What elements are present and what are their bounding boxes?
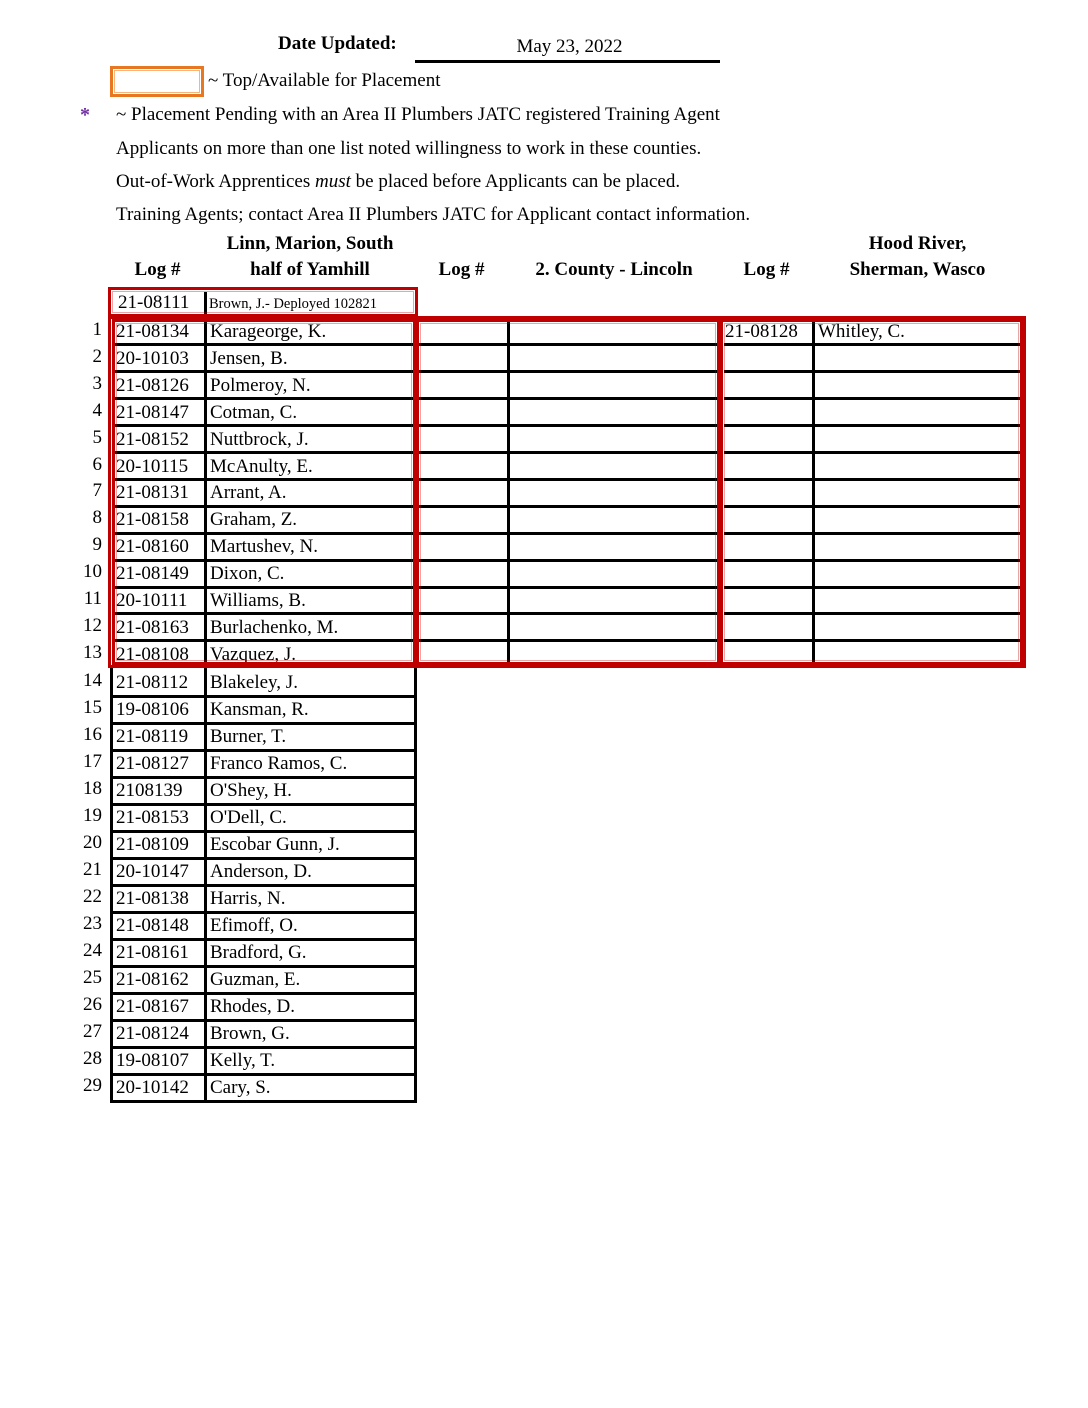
legend-pending: ~ Placement Pending with an Area II Plumbers JATC registered Training Agent — [116, 104, 720, 125]
name-cell: Karageorge, K. — [210, 321, 327, 342]
hood-river-log-cell: 21-08128 — [725, 321, 798, 342]
col-header-county-1-line1: Linn, Marion, South — [226, 233, 394, 254]
row-number: 3 — [92, 372, 102, 394]
row-number: 27 — [83, 1021, 102, 1042]
log-number-cell: 19-08107 — [116, 1050, 189, 1071]
log-number-cell: 21-08112 — [116, 672, 189, 693]
row-number: 2 — [92, 345, 102, 367]
log-number-cell: 21-08119 — [116, 726, 189, 747]
row-number: 29 — [83, 1075, 102, 1096]
col-header-county-1 — [205, 231, 415, 283]
row-number: 22 — [83, 886, 102, 907]
log-number-cell: 21-08167 — [116, 996, 189, 1017]
note-text: Out-of-Work Apprentices — [116, 171, 315, 192]
name-cell: Cotman, C. — [210, 401, 298, 423]
name-cell: Rhodes, D. — [210, 996, 295, 1017]
date-updated-field — [415, 36, 720, 63]
log-number-cell: 21-08152 — [116, 428, 189, 450]
name-cell: Brown, G. — [210, 1023, 290, 1044]
row-number: 25 — [83, 967, 102, 988]
log-number-cell: 21-08126 — [116, 374, 189, 396]
row-number: 18 — [83, 778, 102, 799]
col-header-county-3 — [813, 231, 1022, 283]
row-number: 7 — [92, 480, 102, 502]
col-header-county-3-line2: Sherman, Wasco — [849, 259, 986, 280]
row-number: 1 — [92, 319, 102, 340]
grid-line — [414, 668, 417, 1100]
log-number-cell: 21-08134 — [116, 321, 189, 342]
name-cell: Kansman, R. — [210, 699, 309, 720]
row-number: 26 — [83, 994, 102, 1015]
name-cell: Kelly, T. — [210, 1050, 276, 1071]
log-number-cell: 21-08131 — [116, 482, 189, 504]
date-updated-value: May 23, 2022 — [516, 36, 623, 57]
log-number-cell: 21-08158 — [116, 509, 189, 531]
log-number-cell: 21-08127 — [116, 753, 189, 774]
name-cell: Cary, S. — [210, 1077, 271, 1098]
county2-frame — [416, 319, 720, 665]
name-cell: O'Dell, C. — [210, 807, 287, 828]
row-number: 5 — [92, 426, 102, 448]
name-cell: Guzman, E. — [210, 969, 301, 990]
name-cell: O'Shey, H. — [210, 780, 292, 801]
legend-orange-swatch — [110, 66, 204, 97]
pending-star-icon: * — [80, 104, 90, 126]
top-row-frame — [108, 287, 418, 317]
row-number: 14 — [83, 670, 102, 691]
log-number-cell: 21-08109 — [116, 834, 189, 855]
log-number-cell: 21-08160 — [116, 536, 189, 558]
row-number: 15 — [83, 697, 102, 718]
col-header-log-3: Log # — [743, 259, 790, 280]
county3-frame — [720, 319, 1023, 665]
note-apprentices-first — [116, 171, 680, 193]
row-number: 28 — [83, 1048, 102, 1069]
row-number: 17 — [83, 751, 102, 772]
log-number-cell: 21-08147 — [116, 401, 189, 423]
note-multiple-lists: Applicants on more than one list noted willingness to work in these counties. — [116, 138, 702, 159]
name-cell: Nuttbrock, J. — [210, 428, 309, 450]
col-header-county-3-line1: Hood River, — [868, 233, 967, 254]
log-number-cell: 21-08149 — [116, 563, 189, 585]
name-cell: Efimoff, O. — [210, 915, 298, 936]
name-cell: Jensen, B. — [210, 347, 288, 369]
log-number-cell: 21-08162 — [116, 969, 189, 990]
log-number-cell: 21-08161 — [116, 942, 189, 963]
name-cell: Polmeroy, N. — [210, 374, 311, 396]
name-cell: Burlachenko, M. — [210, 616, 339, 638]
row-number: 23 — [83, 913, 102, 934]
grid-line — [110, 668, 113, 1100]
log-number-cell: 21-08163 — [116, 616, 189, 638]
grid-line — [110, 1100, 417, 1103]
row-number: 21 — [83, 859, 102, 880]
top-row-name: Brown, J.- Deployed 102821 — [209, 296, 377, 312]
name-cell: Dixon, C. — [210, 563, 285, 585]
hood-river-name-cell: Whitley, C. — [818, 321, 905, 342]
log-number-cell: 21-08138 — [116, 888, 189, 909]
date-updated-label: Date Updated: — [278, 33, 397, 54]
row-number: 10 — [83, 561, 102, 583]
name-cell: Anderson, D. — [210, 861, 312, 882]
row-number: 20 — [83, 832, 102, 853]
name-cell: Bradford, G. — [210, 942, 307, 963]
grid-line — [204, 668, 207, 1100]
row-number: 12 — [83, 614, 102, 636]
log-number-cell: 2108139 — [116, 780, 183, 801]
top-row-log: 21-08111 — [118, 292, 190, 313]
log-number-cell: 20-10111 — [116, 590, 188, 611]
row-number: 19 — [83, 805, 102, 826]
row-number: 4 — [92, 399, 102, 421]
name-cell: McAnulty, E. — [210, 455, 313, 477]
name-cell: Blakeley, J. — [210, 672, 298, 693]
name-cell: Harris, N. — [210, 888, 286, 909]
col-header-log-1: Log # — [134, 259, 181, 280]
note-contact-jatc: Training Agents; contact Area II Plumbers JATC for Applicant contact information. — [116, 204, 751, 225]
name-cell: Graham, Z. — [210, 509, 298, 531]
note-text: be placed before Applicants can be placed. — [350, 171, 681, 192]
row-number: 13 — [83, 641, 102, 663]
name-cell: Burner, T. — [210, 726, 287, 747]
col-header-county-1-line2: half of Yamhill — [250, 259, 370, 280]
log-number-cell: 21-08148 — [116, 915, 189, 936]
note-emphasis: must — [314, 171, 351, 192]
row-number: 9 — [92, 534, 102, 556]
name-cell: Vazquez, J. — [210, 643, 296, 665]
county1-frame — [112, 319, 416, 665]
log-number-cell: 21-08108 — [116, 643, 189, 665]
row-number: 8 — [92, 507, 102, 529]
name-cell: Martushev, N. — [210, 536, 318, 558]
row-number: 11 — [83, 588, 102, 609]
log-number-cell: 20-10103 — [116, 347, 189, 369]
row-number: 16 — [83, 724, 102, 745]
legend-top-available: ~ Top/Available for Placement — [208, 70, 441, 91]
log-number-cell: 20-10115 — [116, 455, 189, 477]
row-number: 6 — [92, 453, 102, 475]
name-cell: Escobar Gunn, J. — [210, 834, 340, 855]
log-number-cell: 20-10142 — [116, 1077, 189, 1098]
name-cell: Arrant, A. — [210, 482, 287, 504]
log-number-cell: 21-08124 — [116, 1023, 189, 1044]
col-header-log-2: Log # — [438, 259, 485, 280]
name-cell: Franco Ramos, C. — [210, 753, 348, 774]
row-number: 24 — [83, 940, 102, 961]
log-number-cell: 21-08153 — [116, 807, 189, 828]
log-number-cell: 19-08106 — [116, 699, 189, 720]
name-cell: Williams, B. — [210, 590, 306, 611]
col-header-county-2: 2. County - Lincoln — [535, 259, 693, 280]
log-number-cell: 20-10147 — [116, 861, 189, 882]
